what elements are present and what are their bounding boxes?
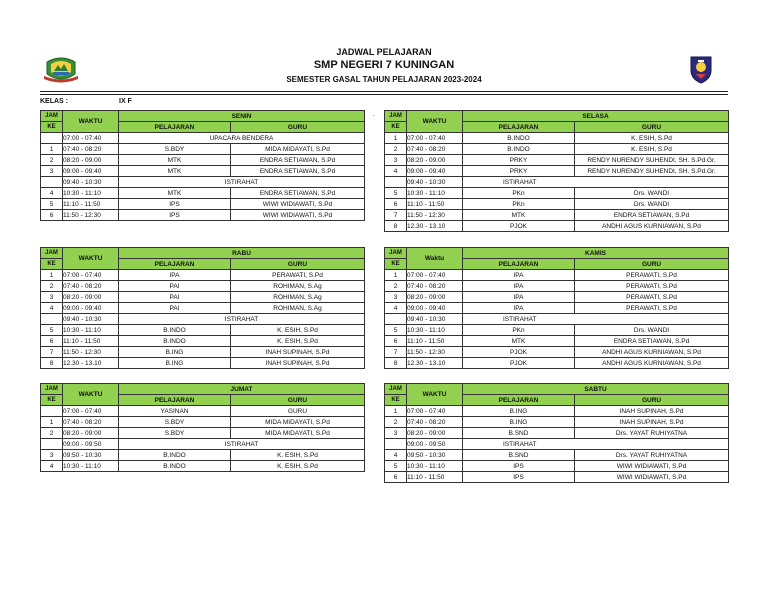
guru-cell: WIWI WIDIAWATI, S.Pd	[231, 199, 365, 210]
separator-dot: .	[373, 112, 375, 118]
pelajaran-cell: MTK	[119, 188, 231, 199]
jam-cell	[41, 177, 63, 188]
schedule-table-jumat	[40, 383, 365, 472]
jam-cell: 4	[385, 450, 407, 461]
waktu-cell: 07:40 - 08:20	[407, 281, 463, 292]
table-row	[41, 406, 365, 417]
jam-cell: 1	[41, 144, 63, 155]
pelajaran-cell: B.SND	[463, 428, 575, 439]
waktu-cell: 08:20 - 09:00	[63, 155, 119, 166]
waktu-cell: 09:00 - 09:50	[407, 439, 463, 450]
pelajaran-cell: B.ING	[119, 358, 231, 369]
table-row	[385, 281, 729, 292]
table-row	[385, 303, 729, 314]
pelajaran-cell: YASINAN	[119, 406, 231, 417]
pelajaran-cell: B.ING	[463, 417, 575, 428]
waktu-cell: 11:50 - 12:30	[63, 347, 119, 358]
break-cell: ISTIRAHAT	[119, 314, 365, 325]
table-row	[41, 188, 365, 199]
schedule-table-selasa	[384, 110, 729, 232]
jam-cell: 1	[385, 133, 407, 144]
table-row	[41, 347, 365, 358]
break-cell: ISTIRAHAT	[463, 439, 729, 450]
guru-cell: INAH SUPINAH, S.Pd	[231, 347, 365, 358]
pelajaran-cell: MTK	[119, 166, 231, 177]
col-header-pelajaran: PELAJARAN	[463, 259, 575, 270]
jam-cell	[41, 406, 63, 417]
jam-cell: 2	[385, 417, 407, 428]
pelajaran-cell: MTK	[463, 210, 575, 221]
waktu-cell: 09:50 - 10:30	[407, 450, 463, 461]
col-header-ke: KE	[41, 259, 63, 270]
col-header-guru: GURU	[575, 259, 729, 270]
table-row	[385, 210, 729, 221]
guru-cell: K. ESIH, S.Pd	[575, 133, 729, 144]
jam-cell: 5	[41, 199, 63, 210]
waktu-cell: 10:30 - 11:10	[63, 188, 119, 199]
jam-cell: 4	[41, 461, 63, 472]
waktu-cell: 07:00 - 07:40	[63, 406, 119, 417]
guru-cell: Drs. YAYAT RUHIYATNA	[575, 450, 729, 461]
jam-cell: 8	[385, 358, 407, 369]
pelajaran-cell: MTK	[119, 155, 231, 166]
pelajaran-cell: B.ING	[463, 406, 575, 417]
waktu-cell: 09:00 - 09:40	[63, 303, 119, 314]
waktu-cell: 09:50 - 10:30	[63, 450, 119, 461]
day-header: RABU	[119, 248, 365, 259]
guru-cell: K. ESIH, S.Pd	[231, 325, 365, 336]
jam-cell: 4	[385, 166, 407, 177]
jam-cell	[41, 314, 63, 325]
jam-cell: 6	[41, 210, 63, 221]
table-row	[41, 336, 365, 347]
jam-cell: 5	[385, 325, 407, 336]
pelajaran-cell: PRKY	[463, 166, 575, 177]
waktu-cell: 11:50 - 12:30	[407, 347, 463, 358]
waktu-cell: 12.30 - 13.10	[407, 358, 463, 369]
table-row	[41, 314, 365, 325]
col-header-pelajaran: PELAJARAN	[119, 259, 231, 270]
day-header: SENIN	[119, 111, 365, 122]
table-row	[385, 325, 729, 336]
day-header: SELASA	[463, 111, 729, 122]
guru-cell: ANDHI AGUS KURNIAWAN, S.Pd	[575, 358, 729, 369]
col-header-guru: GURU	[575, 122, 729, 133]
table-row	[385, 347, 729, 358]
semester-line: SEMESTER GASAL TAHUN PELAJARAN 2023-2024	[286, 75, 482, 84]
col-header-waktu: WAKTU	[63, 384, 119, 406]
waktu-cell: 09:00 - 09:40	[407, 303, 463, 314]
table-row	[41, 303, 365, 314]
table-row	[385, 406, 729, 417]
guru-cell: MIDA MIDAYATI, S.Pd	[231, 417, 365, 428]
waktu-cell: 10:30 - 11:10	[63, 461, 119, 472]
day-header: JUMAT	[119, 384, 365, 395]
col-header-ke: KE	[385, 395, 407, 406]
guru-cell: RENDY NURENDY SUHENDI, SH. S.Pd.Gr.	[575, 166, 729, 177]
waktu-cell: 11:10 - 11:50	[407, 472, 463, 483]
break-cell: UPACARA BENDERA	[119, 133, 365, 144]
guru-cell: RENDY NURENDY SUHENDI, SH. S.Pd.Gr.	[575, 155, 729, 166]
table-row	[385, 472, 729, 483]
waktu-cell: 07:40 - 08:20	[63, 281, 119, 292]
jam-cell: 2	[385, 144, 407, 155]
table-row	[41, 461, 365, 472]
jam-cell: 4	[41, 188, 63, 199]
guru-cell: Drs. WANDI	[575, 199, 729, 210]
jam-cell: 7	[385, 347, 407, 358]
guru-cell: INAH SUPINAH, S.Pd	[231, 358, 365, 369]
guru-cell: K. ESIH, S.Pd	[231, 450, 365, 461]
waktu-cell: 11:50 - 12:30	[63, 210, 119, 221]
waktu-cell: 09:40 - 10:30	[407, 177, 463, 188]
waktu-cell: 09:00 - 09:40	[63, 166, 119, 177]
col-header-jam: JAM	[41, 111, 63, 122]
col-header-guru: GURU	[231, 395, 365, 406]
jam-cell	[385, 177, 407, 188]
jam-cell: 7	[41, 347, 63, 358]
guru-cell: ANDHI AGUS KURNIAWAN, S.Pd	[575, 347, 729, 358]
table-row	[41, 155, 365, 166]
table-row	[41, 358, 365, 369]
col-header-jam: JAM	[385, 248, 407, 259]
guru-cell: ENDRA SETIAWAN, S.Pd	[231, 155, 365, 166]
jam-cell: 3	[41, 166, 63, 177]
col-header-guru: GURU	[575, 395, 729, 406]
guru-cell: WIWI WIDIAWATI, S.Pd	[231, 210, 365, 221]
guru-cell: WIWI WIDIAWATI, S.Pd	[575, 461, 729, 472]
guru-cell: Drs. WANDI	[575, 188, 729, 199]
table-row	[385, 428, 729, 439]
col-header-jam: JAM	[41, 384, 63, 395]
guru-cell: MIDA MIDAYATI, S.Pd	[231, 144, 365, 155]
table-row	[385, 144, 729, 155]
schedule-table-senin	[40, 110, 365, 221]
jam-cell: 1	[41, 270, 63, 281]
table-row	[41, 292, 365, 303]
pelajaran-cell: B.INDO	[119, 450, 231, 461]
jam-cell: 3	[385, 155, 407, 166]
waktu-cell: 10:30 - 11:10	[407, 461, 463, 472]
waktu-cell: 07:40 - 08:20	[63, 417, 119, 428]
table-row	[385, 461, 729, 472]
table-row	[41, 428, 365, 439]
regency-crest-icon	[43, 52, 79, 84]
jam-cell: 5	[385, 461, 407, 472]
guru-cell: K. ESIH, S.Pd	[575, 144, 729, 155]
waktu-cell: 07:00 - 07:40	[407, 270, 463, 281]
table-row	[41, 199, 365, 210]
table-row	[385, 336, 729, 347]
waktu-cell: 09:40 - 10:30	[407, 314, 463, 325]
jam-cell	[41, 439, 63, 450]
jam-cell: 4	[385, 303, 407, 314]
pelajaran-cell: B.INDO	[463, 144, 575, 155]
col-header-waktu: WAKTU	[63, 111, 119, 133]
table-row	[385, 292, 729, 303]
table-row	[41, 439, 365, 450]
waktu-cell: 11:10 - 11:50	[407, 336, 463, 347]
col-header-pelajaran: PELAJARAN	[119, 395, 231, 406]
jam-cell: 1	[41, 417, 63, 428]
table-row	[385, 417, 729, 428]
pelajaran-cell: PKn	[463, 199, 575, 210]
jam-cell: 3	[41, 450, 63, 461]
col-header-waktu: Waktu	[407, 248, 463, 270]
waktu-cell: 07:40 - 08:20	[407, 144, 463, 155]
pelajaran-cell: PAI	[119, 303, 231, 314]
jam-cell: 2	[385, 281, 407, 292]
guru-cell: ROHIMAN, S.Ag	[231, 292, 365, 303]
pelajaran-cell: S.BDY	[119, 417, 231, 428]
table-row	[41, 325, 365, 336]
jam-cell: 1	[385, 270, 407, 281]
col-header-jam: JAM	[385, 111, 407, 122]
guru-cell: K. ESIH, S.Pd	[231, 461, 365, 472]
waktu-cell: 07:00 - 07:40	[63, 270, 119, 281]
jam-cell	[385, 439, 407, 450]
jam-cell: 5	[385, 188, 407, 199]
pelajaran-cell: MTK	[463, 336, 575, 347]
jam-cell: 3	[41, 292, 63, 303]
col-header-guru: GURU	[231, 122, 365, 133]
schedule-table-sabtu	[384, 383, 729, 483]
waktu-cell: 08:20 - 09:00	[63, 292, 119, 303]
header-row-top	[385, 248, 729, 259]
guru-cell: ENDRA SETIAWAN, S.Pd	[231, 188, 365, 199]
table-row	[385, 188, 729, 199]
waktu-cell: 10:30 - 11:10	[407, 325, 463, 336]
pelajaran-cell: B.INDO	[119, 461, 231, 472]
doc-title: JADWAL PELAJARAN	[336, 47, 432, 57]
pelajaran-cell: PAI	[119, 292, 231, 303]
col-header-waktu: WAKTU	[63, 248, 119, 270]
guru-cell: ENDRA SETIAWAN, S.Pd	[575, 336, 729, 347]
school-shield-icon	[689, 54, 713, 84]
pelajaran-cell: B.ING	[119, 347, 231, 358]
waktu-cell: 11:10 - 11:50	[63, 336, 119, 347]
col-header-ke: KE	[385, 122, 407, 133]
break-cell: ISTIRAHAT	[463, 314, 729, 325]
table-row	[385, 155, 729, 166]
pelajaran-cell: IPA	[463, 292, 575, 303]
jam-cell: 6	[385, 472, 407, 483]
table-row	[41, 281, 365, 292]
pelajaran-cell: S.BDY	[119, 428, 231, 439]
col-header-pelajaran: PELAJARAN	[463, 395, 575, 406]
waktu-cell: 11:10 - 11:50	[407, 199, 463, 210]
table-row	[385, 133, 729, 144]
col-header-ke: KE	[41, 395, 63, 406]
waktu-cell: 09:40 - 10:30	[63, 314, 119, 325]
jam-cell: 7	[385, 210, 407, 221]
pelajaran-cell: PJOK	[463, 347, 575, 358]
guru-cell: ENDRA SETIAWAN, S.Pd	[575, 210, 729, 221]
pelajaran-cell: IPA	[463, 303, 575, 314]
table-row	[41, 166, 365, 177]
waktu-cell: 07:00 - 07:40	[407, 133, 463, 144]
table-row	[41, 144, 365, 155]
col-header-guru: GURU	[231, 259, 365, 270]
table-row	[41, 133, 365, 144]
guru-cell: K. ESIH, S.Pd	[231, 336, 365, 347]
header-row-top	[41, 248, 365, 259]
kelas-label: KELAS :	[40, 98, 68, 105]
pelajaran-cell: B.SND	[463, 450, 575, 461]
pelajaran-cell: S.BDY	[119, 144, 231, 155]
waktu-cell: 09:40 - 10:30	[63, 177, 119, 188]
table-row	[41, 177, 365, 188]
waktu-cell: 10:30 - 11:10	[407, 188, 463, 199]
break-cell: ISTIRAHAT	[463, 177, 729, 188]
header-rule-bottom	[40, 94, 728, 95]
guru-cell: Drs. WANDI	[575, 325, 729, 336]
waktu-cell: 08:20 - 09:00	[407, 428, 463, 439]
waktu-cell: 12.30 - 13.10	[407, 221, 463, 232]
guru-cell: WIWI WIDIAWATI, S.Pd	[575, 472, 729, 483]
col-header-ke: KE	[385, 259, 407, 270]
jam-cell: 5	[41, 325, 63, 336]
pelajaran-cell: B.INDO	[119, 336, 231, 347]
waktu-cell: 11:50 - 12:30	[407, 210, 463, 221]
pelajaran-cell: IPA	[119, 270, 231, 281]
guru-cell: GURU	[231, 406, 365, 417]
waktu-cell: 07:00 - 07:40	[407, 406, 463, 417]
guru-cell: ANDHI AGUS KURNIAWAN, S.Pd	[575, 221, 729, 232]
guru-cell: INAH SUPINAH, S.Pd	[575, 406, 729, 417]
guru-cell: Drs. YAYAT RUHIYATNA	[575, 428, 729, 439]
waktu-cell: 08:20 - 09:00	[407, 155, 463, 166]
guru-cell: ROHIMAN, S.Ag	[231, 303, 365, 314]
jam-cell	[41, 133, 63, 144]
pelajaran-cell: PRKY	[463, 155, 575, 166]
waktu-cell: 07:00 - 07:40	[63, 133, 119, 144]
header-row-top	[41, 384, 365, 395]
pelajaran-cell: B.INDO	[119, 325, 231, 336]
table-row	[41, 270, 365, 281]
pelajaran-cell: IPA	[463, 281, 575, 292]
table-row	[41, 210, 365, 221]
header-row-top	[385, 384, 729, 395]
pelajaran-cell: IPS	[119, 199, 231, 210]
schedule-table-rabu	[40, 247, 365, 369]
guru-cell: MIDA MIDAYATI, S.Pd	[231, 428, 365, 439]
table-row	[385, 358, 729, 369]
pelajaran-cell: IPA	[463, 270, 575, 281]
waktu-cell: 08:20 - 09:00	[407, 292, 463, 303]
break-cell: ISTIRAHAT	[119, 439, 365, 450]
waktu-cell: 11:10 - 11:50	[63, 199, 119, 210]
table-row	[385, 450, 729, 461]
jam-cell	[385, 314, 407, 325]
jam-cell: 3	[385, 428, 407, 439]
table-row	[385, 439, 729, 450]
pelajaran-cell: IPS	[119, 210, 231, 221]
day-header: KAMIS	[463, 248, 729, 259]
jam-cell: 4	[41, 303, 63, 314]
waktu-cell: 10:30 - 11:10	[63, 325, 119, 336]
col-header-jam: JAM	[385, 384, 407, 395]
waktu-cell: 07:40 - 08:20	[407, 417, 463, 428]
jam-cell: 2	[41, 155, 63, 166]
waktu-cell: 09:00 - 09:50	[63, 439, 119, 450]
header-row-top	[385, 111, 729, 122]
table-row	[385, 314, 729, 325]
header-rule-top	[40, 91, 728, 92]
table-row	[385, 221, 729, 232]
school-name: SMP NEGERI 7 KUNINGAN	[313, 59, 455, 71]
col-header-pelajaran: PELAJARAN	[119, 122, 231, 133]
pelajaran-cell: PKn	[463, 188, 575, 199]
pelajaran-cell: IPS	[463, 461, 575, 472]
table-row	[385, 270, 729, 281]
table-row	[385, 199, 729, 210]
guru-cell: PERAWATI, S.Pd	[231, 270, 365, 281]
guru-cell: PERAWATI, S.Pd	[575, 303, 729, 314]
pelajaran-cell: PKn	[463, 325, 575, 336]
jam-cell: 8	[41, 358, 63, 369]
waktu-cell: 07:40 - 08:20	[63, 144, 119, 155]
kelas-value: IX F	[119, 98, 132, 105]
table-row	[385, 166, 729, 177]
table-row	[385, 177, 729, 188]
table-row	[41, 450, 365, 461]
col-header-jam: JAM	[41, 248, 63, 259]
guru-cell: ENDRA SETIAWAN, S.Pd	[231, 166, 365, 177]
jam-cell: 8	[385, 221, 407, 232]
guru-cell: ROHIMAN, S.Ag	[231, 281, 365, 292]
jam-cell: 2	[41, 281, 63, 292]
pelajaran-cell: B.INDO	[463, 133, 575, 144]
jam-cell: 2	[41, 428, 63, 439]
pelajaran-cell: PJOK	[463, 358, 575, 369]
col-header-pelajaran: PELAJARAN	[463, 122, 575, 133]
day-header: SABTU	[463, 384, 729, 395]
guru-cell: PERAWATI, S.Pd	[575, 292, 729, 303]
waktu-cell: 09:00 - 09:40	[407, 166, 463, 177]
jam-cell: 1	[385, 406, 407, 417]
header-row-top	[41, 111, 365, 122]
pelajaran-cell: PAI	[119, 281, 231, 292]
schedule-table-kamis	[384, 247, 729, 369]
pelajaran-cell: PJOK	[463, 221, 575, 232]
table-row	[41, 417, 365, 428]
guru-cell: INAH SUPINAH, S.Pd	[575, 417, 729, 428]
jam-cell: 6	[41, 336, 63, 347]
break-cell: ISTIRAHAT	[119, 177, 365, 188]
pelajaran-cell: IPS	[463, 472, 575, 483]
guru-cell: PERAWATI, S.Pd	[575, 281, 729, 292]
waktu-cell: 12.30 - 13.10	[63, 358, 119, 369]
col-header-waktu: WAKTU	[407, 111, 463, 133]
jam-cell: 3	[385, 292, 407, 303]
jam-cell: 6	[385, 336, 407, 347]
col-header-ke: KE	[41, 122, 63, 133]
col-header-waktu: WAKTU	[407, 384, 463, 406]
guru-cell: PERAWATI, S.Pd	[575, 270, 729, 281]
waktu-cell: 08:20 - 09:00	[63, 428, 119, 439]
jam-cell: 6	[385, 199, 407, 210]
